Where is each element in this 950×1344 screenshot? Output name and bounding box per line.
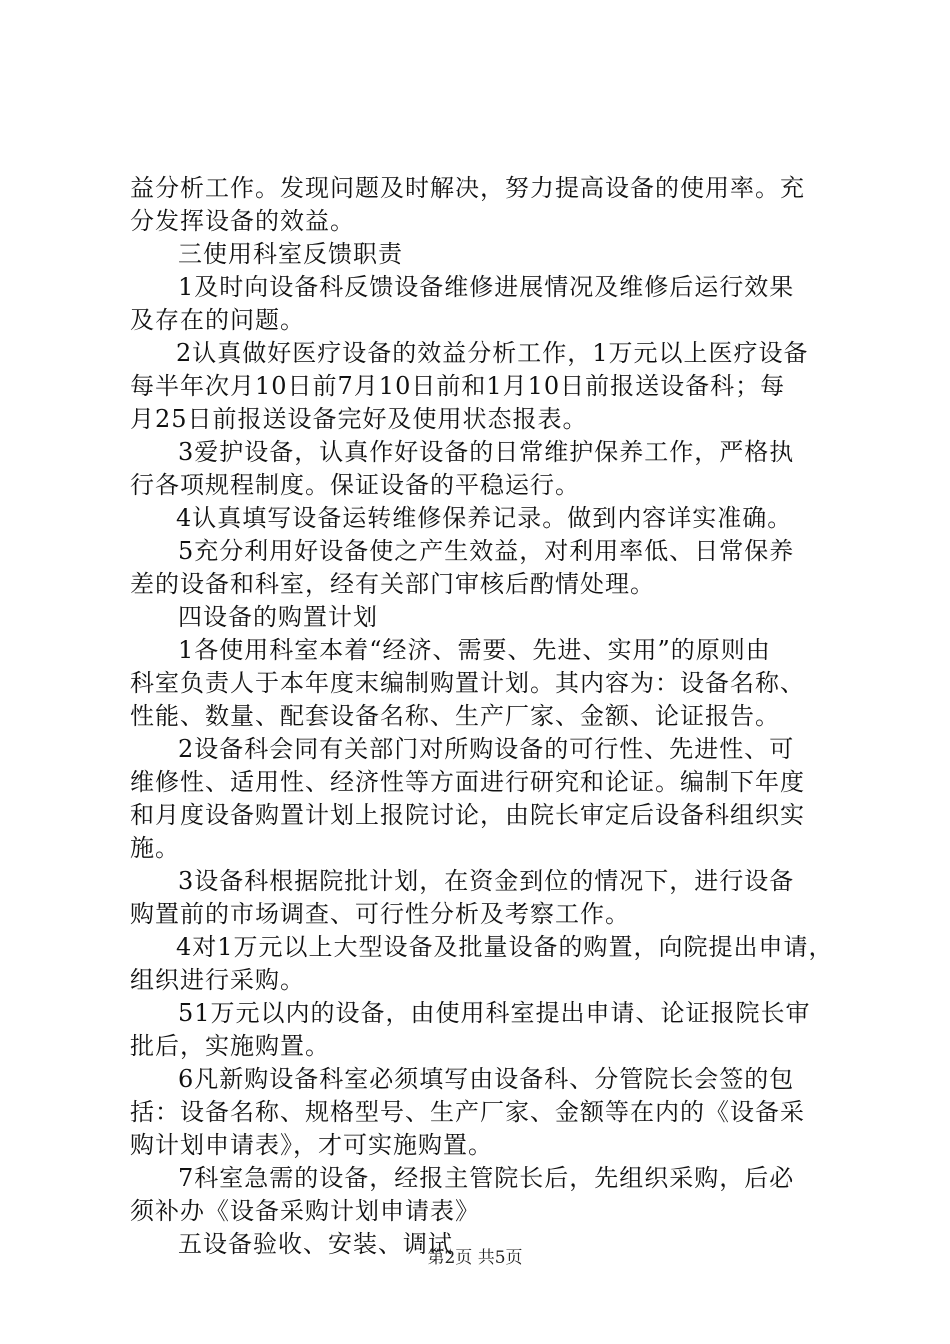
text-line: 1及时向设备科反馈设备维修进展情况及维修后运行效果 <box>178 273 795 301</box>
text-line: 批后，实施购置。 <box>130 1032 330 1060</box>
text-line: 3爱护设备，认真作好设备的日常维护保养工作，严格执 <box>178 438 795 466</box>
text-line: 和月度设备购置计划上报院讨论，由院长审定后设备科组织实 <box>130 801 805 829</box>
text-line: 7科室急需的设备，经报主管院长后，先组织采购，后必 <box>178 1164 795 1192</box>
text-line: 每半年次月10日前7月10日前和1月10日前报送设备科；每 <box>130 372 786 400</box>
text-line: 括：设备名称、规格型号、生产厂家、金额等在内的《设备采 <box>130 1098 805 1126</box>
text-line: 2设备科会同有关部门对所购设备的可行性、先进性、可 <box>178 735 795 763</box>
text-line: 益分析工作。发现问题及时解决，努力提高设备的使用率。充 <box>130 174 805 202</box>
text-line: 及存在的问题。 <box>130 306 305 334</box>
text-line: 科室负责人于本年度末编制购置计划。其内容为：设备名称、 <box>130 669 805 697</box>
text-line: 月25日前报送设备完好及使用状态报表。 <box>130 405 588 433</box>
text-line: 4对1万元以上大型设备及批量设备的购置，向院提出申请， <box>176 933 834 961</box>
document-body <box>130 172 834 1261</box>
text-line: 维修性、适用性、经济性等方面进行研究和论证。编制下年度 <box>130 768 805 796</box>
text-line: 购计划申请表》，才可实施购置。 <box>130 1131 493 1159</box>
text-line: 性能、数量、配套设备名称、生产厂家、金额、论证报告。 <box>130 702 780 730</box>
text-line: 施。 <box>130 834 180 862</box>
text-line: 1各使用科室本着“经济、需要、先进、实用”的原则由 <box>178 636 771 664</box>
text-line: 行各项规程制度。保证设备的平稳运行。 <box>130 471 580 499</box>
text-line: 4认真填写设备运转维修保养记录。做到内容详实准确。 <box>176 504 793 532</box>
section-heading: 三使用科室反馈职责 <box>178 240 403 268</box>
text-line: 51万元以内的设备，由使用科室提出申请、论证报院长审 <box>178 999 811 1027</box>
text-line: 分发挥设备的效益。 <box>130 207 355 235</box>
section-heading: 四设备的购置计划 <box>178 603 378 631</box>
text-line: 5充分利用好设备使之产生效益，对利用率低、日常保养 <box>178 537 795 565</box>
text-line: 3设备科根据院批计划，在资金到位的情况下，进行设备 <box>178 867 795 895</box>
text-line: 差的设备和科室，经有关部门审核后酌情处理。 <box>130 570 655 598</box>
section-heading: 五设备验收、安装、调试 <box>178 1230 453 1258</box>
text-line: 6凡新购设备科室必须填写由设备科、分管院长会签的包 <box>178 1065 795 1093</box>
text-line: 组织进行采购。 <box>130 966 305 994</box>
text-line: 须补办《设备采购计划申请表》 <box>130 1197 480 1225</box>
text-line: 2认真做好医疗设备的效益分析工作，1万元以上医疗设备 <box>176 339 809 367</box>
page-footer: 第2页 共5页 <box>427 1248 523 1268</box>
text-line: 购置前的市场调查、可行性分析及考察工作。 <box>130 900 630 928</box>
